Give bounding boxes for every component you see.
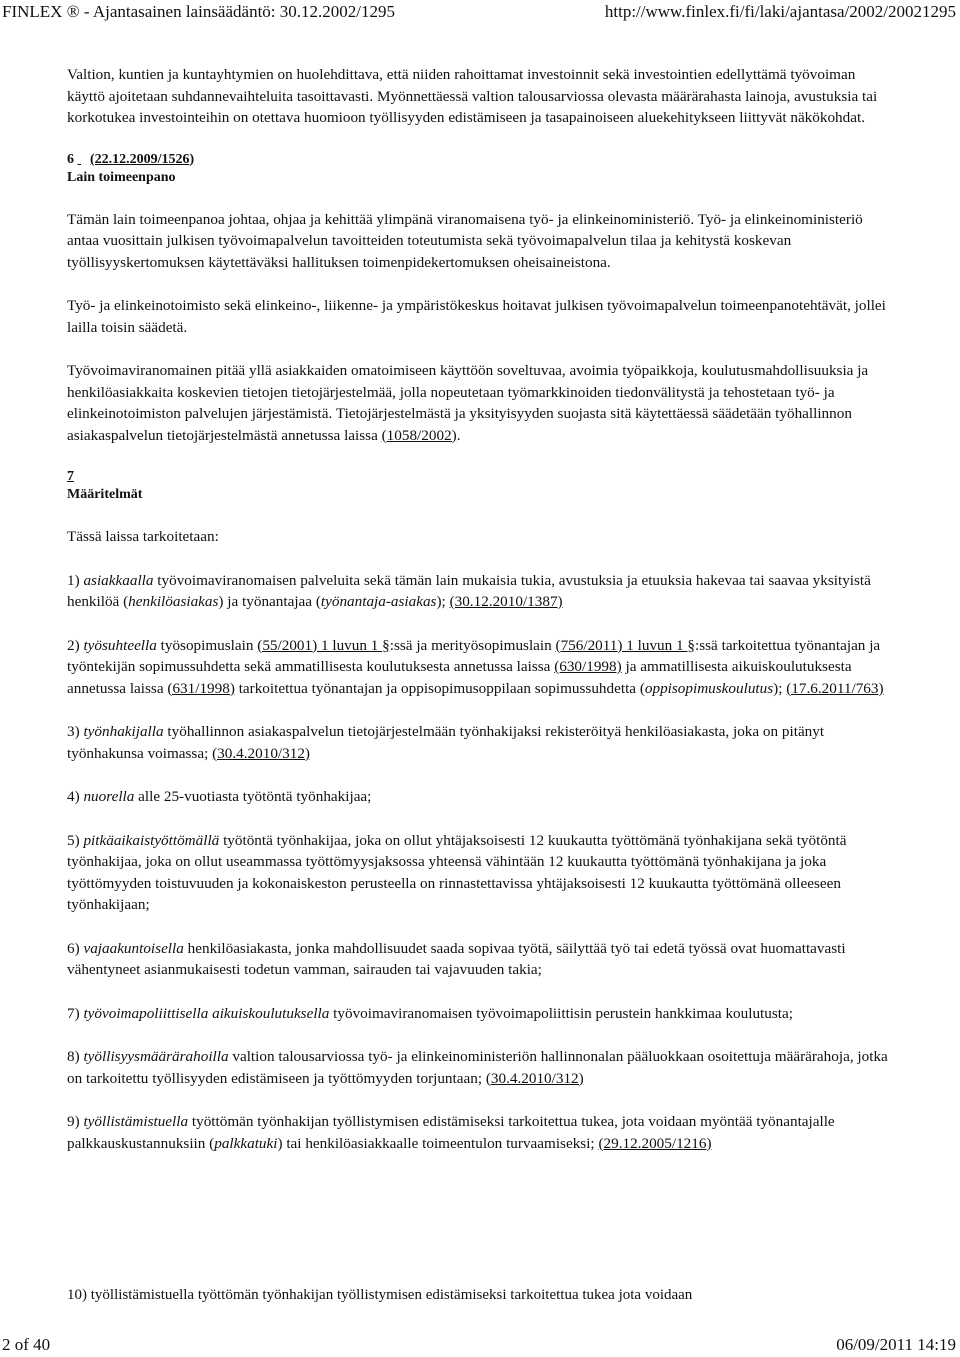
definition-term: nuorella [83,788,135,805]
definition-term: vajaakuntoisella [83,939,184,957]
section-6-title: Lain toimeenpano [67,169,176,185]
definition-item-3: 3) työnhakijalla työhallinnon asiakaspalvelun tietojärjestelmään työnhakijaksi rekisteröityä henkilöasiakasta, joka on pitänyt työnhakunsa voimassa; (30.4.2010/312) [67,723,825,762]
definition-term: asiakkaalla [83,571,154,589]
definition-term: työvoimapoliittisella aikuiskoulutuksella [83,1004,330,1022]
definition-item-5: 5) pitkäaikaistyöttömällä työtöntä työnhakijaa, joka on ollut yhtäjaksoisesti 12 kuukautta työttömänä työnhakijana sekä työtöntä työnhakijaa, joka on ollut useammassa työttömyysjaksossa yhteensä vähintään 12 kuukautta työttömänä työnhakijana ja joka työttömyyden toistuvuuden ja kokonaiskeston perusteella on rinnastettavissa yhtäjaksoisesti 12 kuukautta työttömänä olleeseen työnhakijaan; [67,831,847,913]
section-7-number: 7 [67,469,74,484]
page-counter: 2 of 40 [2,1335,51,1354]
law-link[interactable]: (55/2001) 1 luvun 1 § [257,636,390,654]
intro-paragraph: Valtion, kuntien ja kuntayhtymien on huolehdittava, että niiden rahoittamat investoinnit sekä investointien edellyttämä työvoiman käyttö ajoitetaan suhdannevaihteluita tasoittavasti. Myönnettäessä valtion talousarviossa olevasta määrärahasta lainoja, avustuksia tai korkotukea investointeihin on otettava huomioon työllisyyden edistämiseen ja tasapainoiseen aluekehitykseen liittyvät näkökohdat. [67,66,878,126]
section-7-heading [67,468,897,486]
section-sign-icon [78,151,87,169]
definition-item-9: 9) työllistämistuella työttömän työnhakijan työllistymisen edistämiseksi tarkoitettua tukea, jota voidaan myöntää työnantajalle palkkauskustannuksiin (palkkatuki) tai henkilöasiakkaalle toimeentulon turvaamiseksi; (29.12.2005/1216) [67,1113,835,1152]
definition-item-4: 4) nuorella alle 25-vuotiasta työtöntä työnhakijaa; [67,788,372,805]
section-7-lead: Tässä laissa tarkoitetaan: [67,528,219,545]
law-link-1058-2002[interactable]: (1058/2002) [381,426,457,444]
definition-term: työsuhteella [83,636,157,654]
section-6-paragraph-2: Työ- ja elinkeinotoimisto sekä elinkeino-, liikenne- ja ympäristökeskus hoitavat julkisen työvoimapalvelun toimeenpanotehtävät, jollei lailla toisin säädetä. [67,297,886,336]
definition-term: työllistämistuella [83,1113,189,1130]
section-6-heading [67,151,897,169]
header-url: http://www.finlex.fi/fi/laki/ajantasa/2002/20021295 [604,2,956,21]
section-6-paragraph-3: Työvoimaviranomainen pitää yllä asiakkaiden omatoimiseen käyttöön soveltuvaa, avoimia työpaikkoja, koulutusmahdollisuuksia ja henkilöasiakkaita koskevien tietojen tietojärjestelmää, jolla nopeutetaan työmarkkinoiden tiedonvälitystä ja tehostetaan työ- ja elinkeinotoimiston palvelujen järjestämistä. Tietojärjestelmästä ja yksityisyyden suojasta sitä käytettäessä säädetään työhallinnon asiakaspalvelun tietojärjestelmästä annetussa laissa (1058/2002). [67,362,869,444]
law-link[interactable]: (631/1998) [167,679,235,697]
header-title: FINLEX ® - Ajantasainen lainsäädäntö: 30.12.2002/1295 [2,2,395,21]
amendment-link[interactable]: (30.4.2010/312) [485,1069,584,1087]
print-timestamp: 06/09/2011 14:19 [836,1335,956,1354]
definition-item-2: 2) työsuhteella työsopimuslain (55/2001) 1 luvun 1 §:ssä ja merityösopimuslain (756/2011) 1 luvun 1 §:ssä tarkoitettua työnantajan ja työntekijän sopimussuhdetta sekä ammatillisesta koulutuksesta annetussa laissa (630/1998) ja ammatillisesta aikuiskoulutuksesta annetussa laissa (631/1998) tarkoitettua työnantajan ja oppisopimusoppilaan sopimussuhdetta (oppisopimuskoulutus); (17.6.2011/763) [67,636,884,697]
law-link[interactable]: (630/1998) [554,658,622,675]
amendment-link[interactable]: (30.12.2010/1387) [449,593,563,610]
amendment-link[interactable]: (17.6.2011/763) [786,679,884,697]
amendment-link[interactable]: (29.12.2005/1216) [598,1134,712,1152]
section-6-amendment-link[interactable]: (22.12.2009/1526) [90,151,195,167]
definition-item-8: 8) työllisyysmäärärahoilla valtion talousarviossa työ- ja elinkeinoministeriön hallinnonalan pääluokkaan osoitettuja määrärahoja, jotka on tarkoitettu työllisyyden edistämiseen ja työttömyyden torjuntaan; (30.4.2010/312) [67,1048,888,1087]
law-link[interactable]: (756/2011) 1 luvun 1 § [555,636,696,654]
amendment-link[interactable]: (30.4.2010/312) [212,744,310,762]
definition-term: työllisyysmäärärahoilla [83,1048,229,1065]
section-sign-icon [74,468,83,486]
section-6-p3-text: Työvoimaviranomainen pitää yllä asiakkaiden omatoimiseen käyttöön soveltuvaa, avoimia työpaikkoja, koulutusmahdollisuuksia ja henkilöasiakkaita koskevien tietojen tietojärjestelmää, jolla nopeutetaan työmarkkinoiden tiedonvälitystä ja tehostetaan työ- ja elinkeinotoimiston palvelujen järjestämistä. Tietojärjestelmästä ja yksityisyyden suojasta sitä käytettäessä säädetään työhallinnon asiakaspalvelun tietojärjestelmästä annetussa laissa [67,362,869,444]
cutoff-line: 10) työllistämistuella työttömän työnhakijan työllistymisen edistämiseksi tarkoitettua tukea jota voidaan [67,1287,693,1303]
definition-item-1: 1) asiakkaalla työvoimaviranomaisen palveluita sekä tämän lain mukaisia tukia, avustuksia ja etuuksia hakevaa tai saavaa yksityistä henkilöä (henkilöasiakas) ja työnantajaa (työnantaja-asiakas); (30.12.2010/1387) [67,571,871,610]
document-body [67,64,897,1176]
definition-item-6: 6) vajaakuntoisella henkilöasiakasta, jonka mahdollisuudet saada sopivaa työtä, säilyttää työ tai edetä työssä ovat huomattavasti vähentyneet asianmukaisesti todetun vamman, sairauden tai vajavuuden takia; [67,939,846,978]
section-6-number: 6 [67,151,74,167]
definition-term: työnhakijalla [83,723,164,740]
section-6-paragraph-1: Tämän lain toimeenpanoa johtaa, ohjaa ja kehittää ylimpänä viranomaisena työ- ja elinkeinoministeriö. Työ- ja elinkeinoministeriö antaa vuosittain julkisen työvoimapalvelun tavoitteiden toteutumista sekä työvoimapalvelun tilaa ja kehitystä koskevan työllisyyskertomuksen käytettäväksi hallituksen toimenpidekertomuksen oheisaineistona. [67,210,863,271]
section-7-title: Määritelmät [67,487,143,502]
definition-item-7: 7) työvoimapoliittisella aikuiskoulutuksella työvoimaviranomaisen työvoimapoliittisin perustein hankkimaa koulutusta; [67,1004,793,1022]
definition-term: pitkäaikaistyöttömällä [83,831,220,849]
